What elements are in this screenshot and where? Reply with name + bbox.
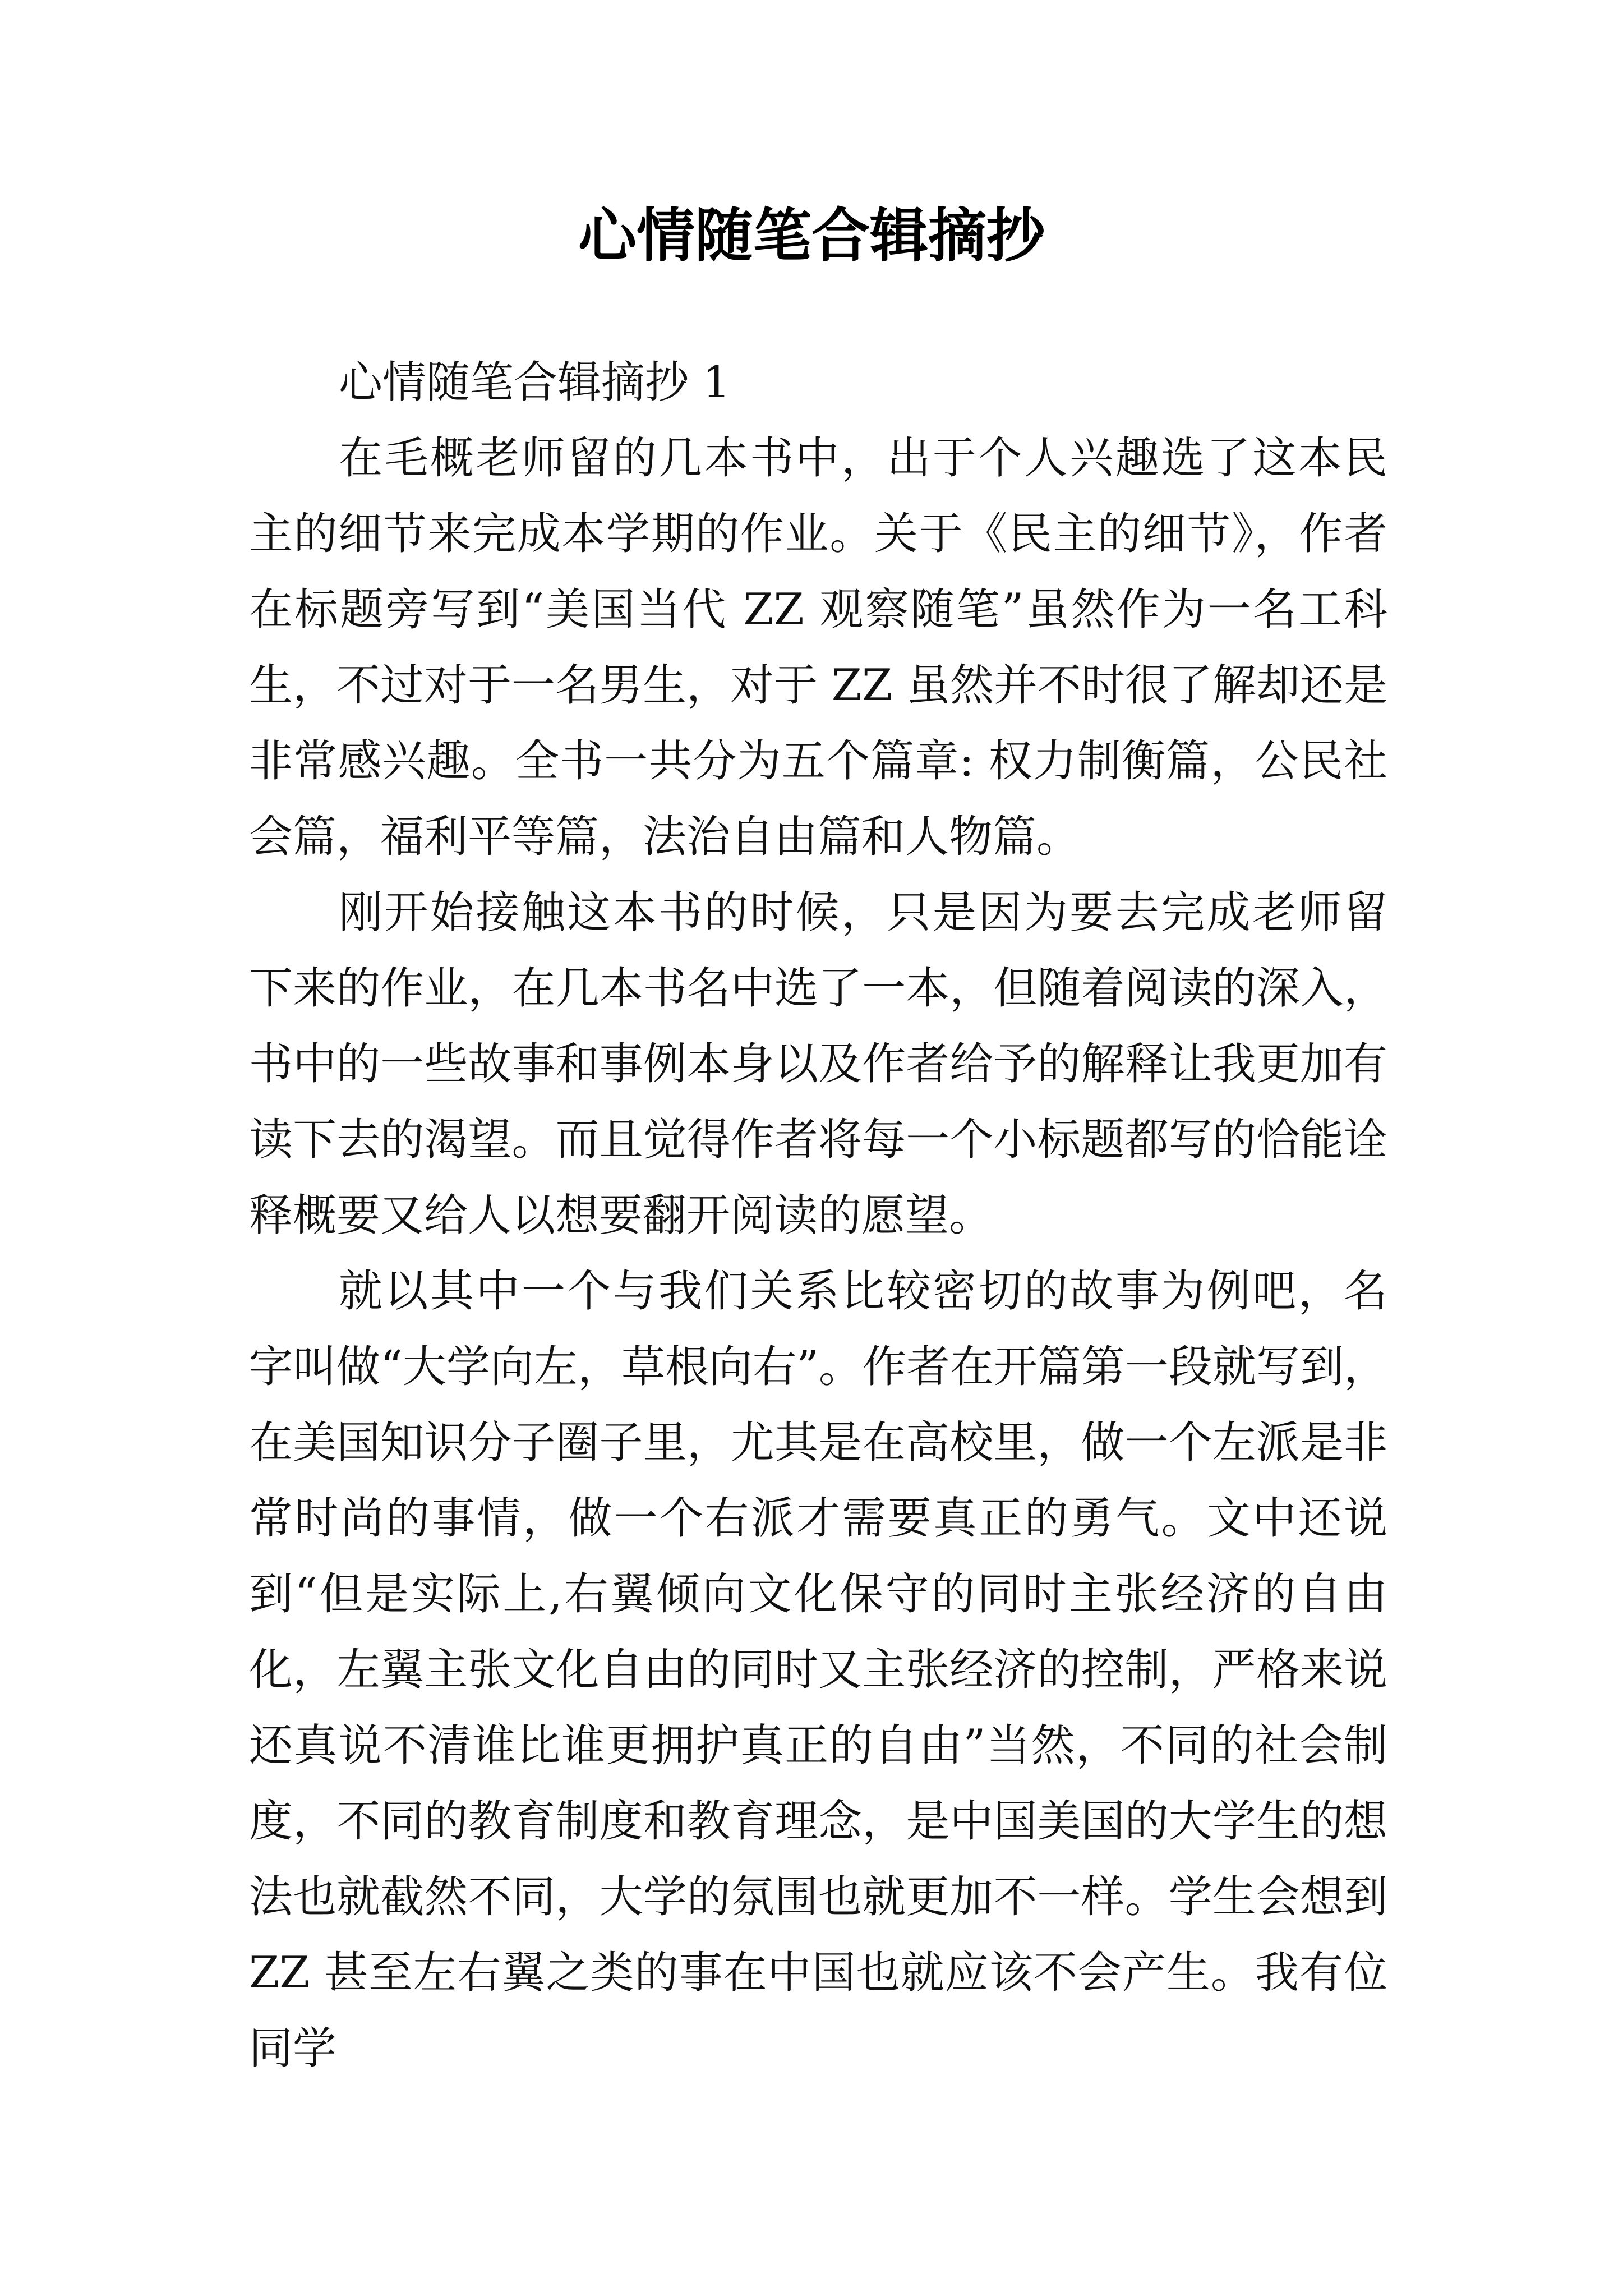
paragraph-2: 刚开始接触这本书的时候，只是因为要去完成老师留下来的作业，在几本书名中选了一本，但随着阅读的深入，书中的一些故事和事例本身以及作者给予的解释让我更加有读下去的渴望。而且觉得作者将每一个小标题都写的恰能诠释概要又给人以想要翻开阅读的愿望。	[249, 887, 1387, 1241]
document-body	[249, 345, 1387, 2087]
paragraph-1: 在毛概老师留的几本书中，出于个人兴趣选了这本民主的细节来完成本学期的作业。关于《民主的细节》，作者在标题旁写到“美国当代 ZZ 观察随笔”虽然作为一名工科生，不过对于一名男生，对于 ZZ 虽然并不时很了解却还是非常感兴趣。全书一共分为五个篇章: 权力制衡篇，公民社会篇，福利平等篇，法治自由篇和人物篇。	[249, 433, 1387, 862]
document-title: 心情随笔合辑摘抄	[578, 201, 1045, 270]
paragraph-3: 就以其中一个与我们关系比较密切的故事为例吧，名字叫做“大学向左，草根向右”。作者在开篇第一段就写到，在美国知识分子圈子里，尤其是在高校里，做一个左派是非常时尚的事情，做一个右派才需要真正的勇气。文中还说到“但是实际上,右翼倾向文化保守的同时主张经济的自由化，左翼主张文化自由的同时又主张经济的控制，严格来说还真说不清谁比谁更拥护真正的自由”当然，不同的社会制度，不同的教育制度和教育理念，是中国美国的大学生的想法也就截然不同，大学的氛围也就更加不一样。学生会想到 ZZ 甚至左右翼之类的事在中国也就应该不会产生。我有位同学	[249, 1266, 1387, 2074]
section-heading: 心情随笔合辑摘抄 1	[339, 357, 731, 408]
